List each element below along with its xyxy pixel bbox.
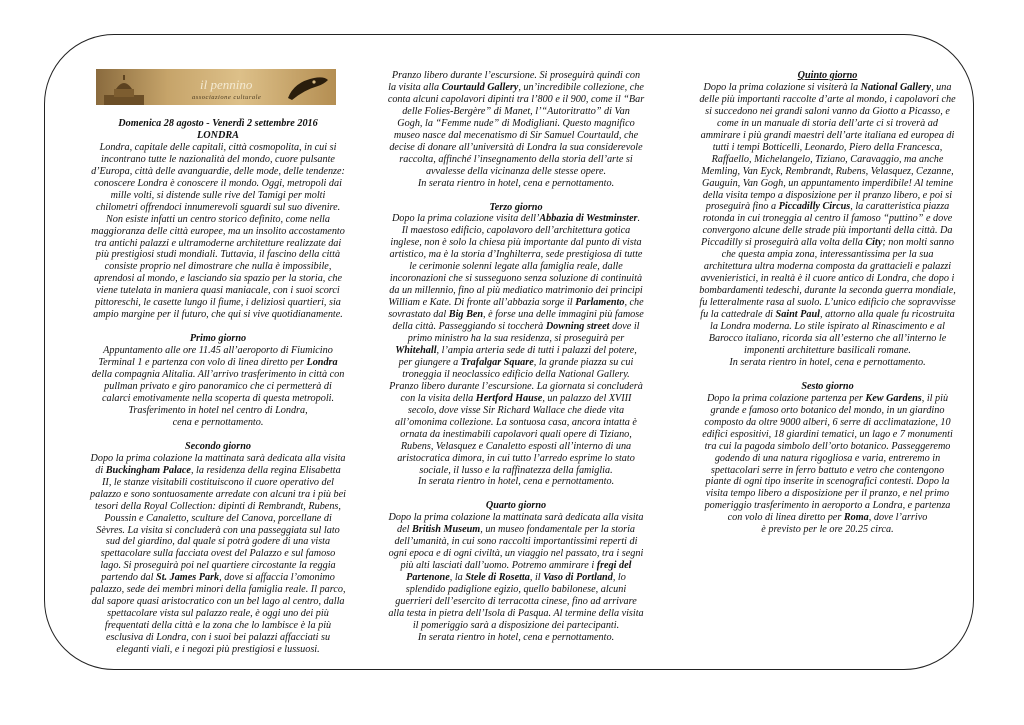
text-line: della visita tempo a disposizione per il pranzo libero, e poi si bbox=[702, 189, 953, 201]
place-name: Stele di Rosetta bbox=[465, 572, 530, 584]
place-name: British Museum bbox=[411, 524, 481, 536]
text-line: edifici espositivi, 18 giardini tematici, un lago e 7 monumenti bbox=[702, 428, 953, 440]
text-line bbox=[383, 309, 649, 321]
place-name: Vaso di Portland bbox=[543, 572, 613, 584]
text-line: secolo, dove visse Sir Richard Wallace che diede vita bbox=[407, 404, 625, 416]
text-line: avvalesse della vicinanza delle stesse opere. bbox=[425, 165, 607, 177]
text-span: , un’incredibile collezione, che bbox=[518, 81, 644, 93]
place-name: Londra bbox=[306, 357, 338, 369]
text-span: partendo dal bbox=[101, 572, 157, 584]
text-line: Barocco italiano, ricorda sia all’esterno che all’interno le bbox=[708, 332, 947, 344]
text-line: aristocratica dimora, in cui tutto l’arredo esprime lo stato bbox=[397, 452, 635, 464]
text-line: ammirare i più grandi maestri dell’arte italiana ed europea di bbox=[700, 129, 955, 141]
text-line: delle più importanti raccolte d’arte al mondo, i capolavori che bbox=[699, 93, 956, 105]
text-line: esclusiva di Londra, con i suoi bei palazzi affacciati su bbox=[105, 632, 331, 644]
text-span: la visita alla bbox=[388, 81, 442, 93]
text-line: Gauguin, Van Gogh, un appuntamento imperdibile! Al temine bbox=[702, 177, 953, 189]
text-line: chilometri offrendoci innumerevoli sguardi sul suo divenire. bbox=[95, 201, 341, 213]
text-line bbox=[383, 213, 649, 225]
text-line: ampio margine per il futuro, che qui si vive quotidianamente. bbox=[93, 309, 343, 321]
text-line: II, le stanze visitabili costituiscono il cuore operativo del bbox=[102, 476, 334, 488]
text-span: , dove l’arrivo bbox=[868, 512, 928, 524]
text-line: In serata rientro in hotel, cena e pernottamento. bbox=[729, 356, 926, 368]
day1-title: Primo giorno bbox=[189, 333, 247, 345]
logo-subtitle: associazione culturale bbox=[192, 94, 262, 101]
text-line: viene tutelata in maniera quasi maniacale, con i suoi scorci bbox=[96, 285, 340, 297]
text-span: Piccadilly si proseguirà alla volta della bbox=[701, 237, 866, 249]
text-line bbox=[383, 560, 649, 572]
day5-title: Quinto giorno bbox=[797, 70, 858, 81]
dome-illustration-icon bbox=[104, 75, 144, 105]
text-line: pullman privato e giro panoramico che ci permetterà di bbox=[104, 381, 332, 393]
text-span: , attorno alla quale fu ricostruita bbox=[820, 309, 955, 321]
place-name: Partenone bbox=[406, 572, 450, 584]
text-line: mille volti, si distende sulle rive del Tamigi per molti bbox=[110, 189, 326, 201]
column-middle bbox=[383, 70, 649, 644]
text-line: splendido padiglione egizio, quello babilonese, alcuni bbox=[405, 584, 627, 596]
text-line: Raffaello, Michelangelo, Tiziano, Caravaggio, ma anche bbox=[711, 153, 944, 165]
text-line bbox=[383, 357, 649, 369]
text-line: grande e famoso orto botanico del mondo, in un giardino bbox=[710, 404, 945, 416]
text-span: con la visita della bbox=[400, 392, 476, 404]
column-right bbox=[686, 70, 969, 536]
text-line: la Londra moderna. Lo stile ispirato al Rinascimento e al bbox=[710, 321, 945, 333]
day2-title: Secondo giorno bbox=[185, 440, 251, 452]
text-span: , il più bbox=[921, 392, 949, 404]
column-left bbox=[84, 118, 352, 656]
text-line: sud del giardino, dal quale si potrà godere di una vista bbox=[105, 536, 331, 548]
text-line bbox=[84, 572, 352, 584]
text-line: le cerimonie solenni legate alla famiglia reale, dalle bbox=[409, 261, 623, 273]
text-span: Terminal 1 e partenza con volo di linea diretto per bbox=[98, 357, 304, 369]
text-span: , l’ampia arteria sede di tutti i palazzi del potere, bbox=[436, 344, 637, 356]
day4-title: Quarto giorno bbox=[485, 500, 547, 512]
text-line bbox=[686, 512, 969, 524]
text-line: Pranzo libero durante l’escursione. La giornata si concluderà bbox=[389, 380, 643, 392]
text-line: lago. Si proseguirà poi nel quartiere circostante la reggia bbox=[100, 560, 336, 572]
text-span: dove il bbox=[609, 321, 640, 333]
text-span: di bbox=[95, 464, 106, 476]
text-line: eleganti viali, e i negozi più prestigiosi e lussuosi. bbox=[116, 644, 320, 656]
place-name: Buckingham Palace bbox=[105, 464, 191, 476]
place-name: Parlamento bbox=[575, 297, 625, 309]
text-line: tra cui la pagoda simbolo dell’orto botanico. Passeggeremo bbox=[704, 440, 951, 452]
text-line: godendo di una natura rigogliosa e varia, entreremo in bbox=[714, 452, 941, 464]
text-line: dal sapore quasi aristocratico con un bel lago al centro, dalla bbox=[91, 596, 345, 608]
place-name: Abbazia di Westminster bbox=[539, 213, 638, 225]
text-line: il pomeriggio sarà a disposizione dei partecipanti. bbox=[412, 619, 620, 631]
text-line: architettura ultra moderna composta da grattacieli e palazzi bbox=[703, 261, 952, 273]
text-span: , la caratteristica piazza bbox=[850, 201, 950, 213]
text-line: della compagnia Alitalia. All’arrivo trasferimento in città con bbox=[91, 369, 345, 381]
text-span: , dove si affaccia l’omonimo bbox=[219, 572, 335, 584]
text-line: In serata rientro in hotel, cena e pernottamento. bbox=[417, 631, 615, 643]
day3-title: Terzo giorno bbox=[489, 201, 543, 213]
text-line bbox=[686, 309, 969, 321]
text-line bbox=[383, 297, 649, 309]
text-line: spettacolari serre in ferro battuto e vetro che contengono bbox=[710, 464, 945, 476]
text-line: Pranzo libero durante l’escursione. Si proseguirà quindi con bbox=[391, 70, 641, 81]
text-line: pittoreschi, le casette lungo il fiume, i deliziosi quartieri, sia bbox=[95, 297, 341, 309]
text-span: fu la cattedrale di bbox=[700, 309, 776, 321]
text-line: frequentati della città e la zona che lo lambisce è la più bbox=[104, 620, 332, 632]
text-line: Appuntamento alle ore 11.45 all’aeroporto di Fiumicino bbox=[103, 345, 333, 357]
text-line: Poussin e Canaletto, sculture del Canova, porcellane di bbox=[104, 512, 332, 524]
text-line: Londra, capitale delle capitali, città cosmopolita, in cui si bbox=[99, 141, 337, 153]
text-span: , è forse una delle immagini più famose bbox=[483, 309, 644, 321]
trip-dates: Domenica 28 agosto - Venerdì 2 settembre 2016 bbox=[118, 118, 318, 129]
text-span: proseguirà fino a bbox=[705, 201, 779, 213]
text-line: decise di donare all’università di Londra la sua considerevole bbox=[389, 141, 643, 153]
text-line: all’omonima collezione. La sontuosa casa, ancora intatta è bbox=[395, 416, 637, 428]
text-line: Il maestoso edificio, capolavoro dell’architettura gotica bbox=[401, 225, 631, 237]
text-line: primo ministro ha la sua residenza, si proseguirà per bbox=[407, 333, 625, 345]
text-line bbox=[84, 465, 352, 477]
text-span: , lo bbox=[612, 572, 626, 584]
text-line bbox=[686, 393, 969, 405]
text-line: conta alcuni capolavori dipinti tra l’800 e il 900, come il “Bar bbox=[387, 93, 645, 105]
text-line: Memling, Van Eyck, Rembrandt, Rubens, Velasquez, Cezanne, bbox=[701, 165, 954, 177]
place-name: Courtauld Gallery bbox=[441, 81, 519, 93]
text-line: artistico, ma è la storia d’Inghilterra, sede prestigiosa di tutte bbox=[389, 249, 643, 261]
text-line: Non esiste infatti un centro storico definito, come nella bbox=[105, 213, 330, 225]
text-span: . bbox=[637, 213, 641, 225]
place-name: Big Ben bbox=[448, 309, 484, 321]
text-span: ; non molti sanno bbox=[882, 237, 954, 249]
text-line: guerrieri dell’esercito di terracotta cinese, fino ad arrivare bbox=[395, 596, 637, 608]
logo-name: il pennino bbox=[200, 77, 253, 92]
text-line: alla testa in pietra dell’Isola di Pasqua. Al termine della visita bbox=[388, 607, 644, 619]
text-line bbox=[84, 357, 352, 369]
text-line: In serata rientro in hotel, cena e pernottamento. bbox=[417, 476, 615, 488]
text-line: avvenieristici, in realtà è il cuore antico di Londra, che dopo i bbox=[700, 273, 955, 285]
text-line: è previsto per le ore 20.25 circa. bbox=[761, 524, 894, 536]
place-name: Hertford Hause bbox=[475, 392, 543, 404]
text-span: , un palazzo del XVIII bbox=[542, 392, 632, 404]
text-line: si succedono nei grandi saloni vanno da Giotto a Picasso, e bbox=[705, 105, 950, 117]
text-line: composto da oltre 9000 alberi, 6 serre di acclimatazione, 10 bbox=[704, 416, 951, 428]
place-name: Trafalgar Square bbox=[460, 356, 534, 368]
text-line: più prestigiosi studi mondiali. Tuttavia, il fascino della città bbox=[95, 249, 341, 261]
text-line: Sèvres. La visita si concluderà con una passeggiata sul lato bbox=[96, 524, 340, 536]
text-line: imponenti architetture basilicali romane. bbox=[744, 344, 911, 356]
text-span: più alti lasciati dall’uomo. Potremo ammirare i bbox=[400, 560, 597, 572]
text-span: , un museo fondamentale per la storia bbox=[480, 524, 636, 536]
text-span: per giungere a bbox=[398, 356, 461, 368]
text-line: Dopo la prima colazione la mattinata sarà dedicata alla visita bbox=[90, 452, 346, 464]
text-line: delle Folies-Bergère” di Manet, l’“Autoritratto” di Van bbox=[402, 105, 630, 117]
text-line: spettacolare vista sul palazzo reale, è oggi uno dei più bbox=[107, 608, 329, 620]
pen-nib-icon bbox=[284, 72, 330, 102]
place-name: Downing street bbox=[545, 321, 610, 333]
text-line: bombardamenti tedeschi, durante la seconda guerra mondiale, bbox=[699, 285, 956, 297]
text-span: , la grande piazza su cui bbox=[533, 356, 634, 368]
text-line: ornata da inestimabili capolavori quali opere di Tiziano, bbox=[400, 428, 632, 440]
place-name: Roma bbox=[843, 512, 869, 524]
text-line bbox=[383, 524, 649, 536]
intro-text bbox=[84, 142, 352, 321]
text-span: , che bbox=[624, 297, 644, 309]
text-line: palazzo e sono sontuosamente arredate con alcuni tra i più bei bbox=[90, 488, 346, 500]
text-span: Dopo la prima colazione partenza per bbox=[706, 392, 866, 404]
text-line: che questa ampia zona, interessantissima per la sua bbox=[721, 249, 934, 261]
pennino-logo bbox=[96, 69, 336, 105]
text-line: cena e pernottamento. bbox=[172, 416, 264, 428]
text-span: , una bbox=[931, 81, 952, 93]
text-span: William e Kate. Di fronte all’abbazia sorge il bbox=[388, 297, 576, 309]
text-line: Rubens, Velasquez e Canaletto esposti all’interno di una bbox=[400, 440, 632, 452]
text-line bbox=[383, 321, 649, 333]
text-span: , la residenza della regina Elisabetta bbox=[190, 464, 341, 476]
text-line bbox=[686, 201, 969, 213]
text-line: incoronazioni che si susseguono senza soluzione di continuità bbox=[389, 273, 643, 285]
text-line: spettacolare sulla facciata ovest del Palazzo e sul famoso bbox=[100, 548, 336, 560]
place-name: Whitehall bbox=[395, 344, 437, 356]
text-line bbox=[383, 345, 649, 357]
text-line: ogni epoca e di ogni civiltà, un viaggio nel passato, tra i segni bbox=[388, 548, 644, 560]
text-line: fu letteralmente rasa al suolo. L’unico edificio che sopravvisse bbox=[699, 297, 956, 309]
text-line: pomeriggio trasferimento in aeroporto a Londra, e partenza bbox=[704, 500, 951, 512]
text-line: troneggia il neoclassico edificio della National Gallery. bbox=[402, 368, 630, 380]
text-line: rotonda in cui troneggia al centro il famoso “puttino” e dove bbox=[702, 213, 953, 225]
text-span: sovrastato dal bbox=[388, 309, 449, 321]
text-line bbox=[383, 82, 649, 94]
text-line bbox=[686, 82, 969, 94]
text-line: In serata rientro in hotel, cena e pernottamento. bbox=[417, 177, 615, 189]
text-line: palazzo, sede dei membri minori della famiglia reale. Il parco, bbox=[90, 584, 346, 596]
text-line: raccolta, affinché l’insegnamento della storia dell’arte si bbox=[399, 153, 633, 165]
place-name: Kew Gardens bbox=[865, 392, 922, 404]
text-line: sociale, il lusso e la raffinatezza della famiglia. bbox=[419, 464, 613, 476]
text-line bbox=[383, 572, 649, 584]
text-line: consiste proprio nel dimostrare che nulla è impossibile, bbox=[104, 261, 332, 273]
text-line: calarci emotivamente nella scoperta di questa metropoli. bbox=[101, 392, 335, 404]
text-line: dell’umanità, in cui sono raccolti importantissimi reperti di bbox=[394, 536, 638, 548]
text-line: aprendosi al mondo, e lasciando sia spazio per la storia, che bbox=[93, 273, 343, 285]
text-line: d’Europa, città delle avanguardie, delle mode, delle tendenze: bbox=[91, 165, 345, 177]
text-line: museo nasce dal mecenatismo di Sir Samuel Courtauld, che bbox=[393, 129, 639, 141]
text-line: Trasferimento in hotel nel centro di Londra, bbox=[128, 404, 308, 416]
place-name: Piccadilly Circus bbox=[778, 201, 851, 213]
text-line bbox=[383, 393, 649, 405]
text-span: Dopo la prima colazione visita dell’ bbox=[391, 213, 540, 225]
text-span: Dopo la prima colazione si visiterà la bbox=[703, 81, 861, 93]
text-line: inglese, non è solo la chiesa più importante dal punto di vista bbox=[390, 237, 642, 249]
text-line: da un millennio, fino al più mediatico matrimonio dei principi bbox=[389, 285, 643, 297]
text-line: tutti i tempi Botticelli, Leonardo, Piero della Francesca, bbox=[712, 141, 943, 153]
place-name: Saint Paul bbox=[775, 309, 820, 321]
text-span: della città. Passeggiando si toccherà bbox=[392, 321, 546, 333]
place-name: fregi del bbox=[596, 560, 632, 572]
text-span: , il bbox=[529, 572, 544, 584]
text-line: tesori della Royal Collection: dipinti di Rembrandt, Rubens, bbox=[95, 500, 341, 512]
text-line bbox=[686, 237, 969, 249]
text-line: come in un manuale di storia dell’arte ci si troverà ad bbox=[717, 117, 938, 129]
text-line: tra antichi palazzi e ultramoderne architetture realizzate dai bbox=[94, 237, 342, 249]
text-span: del bbox=[396, 524, 412, 536]
place-name: St. James Park bbox=[156, 572, 220, 584]
day6-title: Sesto giorno bbox=[801, 380, 854, 392]
text-span: con volo di linea diretto per bbox=[727, 512, 844, 524]
text-line: visita tempo libero a disposizione per il pranzo, e nel primo bbox=[705, 488, 950, 500]
place-name: City bbox=[865, 237, 883, 249]
text-span: , la bbox=[449, 572, 466, 584]
text-line: piante di ogni tipo inserite in scenografici contesti. Dopo la bbox=[705, 476, 950, 488]
text-line: incontrano tutte le nazionalità del mondo, cuore pulsante bbox=[101, 153, 335, 165]
text-line: maggioranza delle città europee, ma un insolito accostamento bbox=[91, 225, 345, 237]
trip-city: LONDRA bbox=[197, 129, 239, 141]
text-line: Gogh, la “Femme nude” di Modigliani. Questo magnifico bbox=[397, 117, 635, 129]
text-line: convergono alcune delle strade più importanti della città. Da bbox=[702, 225, 953, 237]
text-line: conoscere Londra è conoscere il mondo. Oggi, metropoli dai bbox=[94, 177, 342, 189]
place-name: National Gallery bbox=[860, 81, 932, 93]
text-line: Dopo la prima colazione la mattinata sarà dedicata alla visita bbox=[388, 512, 644, 524]
